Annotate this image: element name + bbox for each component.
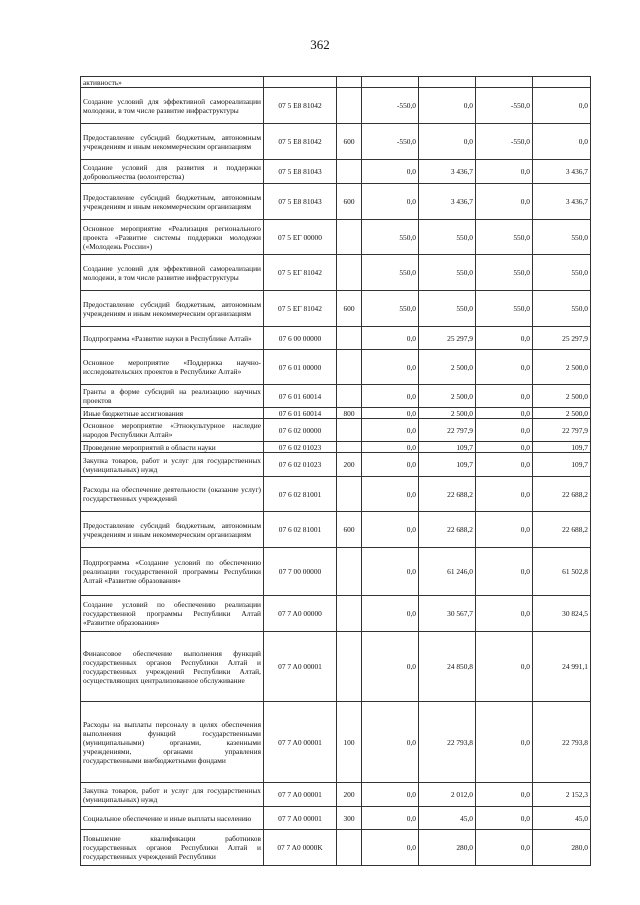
row-name: Создание условий для эффективной самореализации молодежи, в том числе развитие инфраструктуры <box>81 88 264 124</box>
table-row <box>81 385 591 408</box>
row-name: Расходы на выплаты персоналу в целях обеспечения выполнения функций государственными (муниципальными) органами, казенными учреждениями, органами управления государственными внебюджетными фондами <box>81 702 264 783</box>
row-code: 07 7 A0 00001 <box>264 807 337 830</box>
row-code: 07 5 EГ 81042 <box>264 255 337 291</box>
row-name: Предоставление субсидий бюджетным, автономным учреждениям и иным некоммерческим организациям <box>81 291 264 327</box>
table-row <box>81 419 591 442</box>
row-code: 07 7 A0 00001 <box>264 702 337 783</box>
budget-table-body <box>81 77 591 866</box>
row-value-2: 109,7 <box>419 453 476 477</box>
row-value-3: 0,0 <box>476 184 533 220</box>
row-value-2: 280,0 <box>419 830 476 866</box>
row-expense-type <box>337 385 362 408</box>
table-row <box>81 184 591 220</box>
row-value-3: 0,0 <box>476 385 533 408</box>
row-expense-type <box>337 350 362 385</box>
row-code: 07 5 E8 81042 <box>264 124 337 160</box>
row-code: 07 6 01 60014 <box>264 385 337 408</box>
table-row <box>81 596 591 632</box>
row-value-3: 0,0 <box>476 453 533 477</box>
table-row <box>81 807 591 830</box>
row-value-1: 550,0 <box>362 220 419 255</box>
row-name: Создание условий для развития и поддержки добровольчества (волонтерства) <box>81 160 264 184</box>
row-value-3: 0,0 <box>476 419 533 442</box>
row-value-1: 550,0 <box>362 291 419 327</box>
row-value-2: 22 797,9 <box>419 419 476 442</box>
row-value-2: 550,0 <box>419 255 476 291</box>
row-code: 07 5 E8 81043 <box>264 184 337 220</box>
row-value-4: 24 991,1 <box>533 632 591 702</box>
row-value-2: 22 793,8 <box>419 702 476 783</box>
row-value-2: 22 688,2 <box>419 512 476 548</box>
row-name: Расходы на обеспечение деятельности (оказание услуг) государственных учреждений <box>81 477 264 512</box>
row-expense-type: 300 <box>337 807 362 830</box>
row-value-3: 0,0 <box>476 408 533 419</box>
row-value-1: 0,0 <box>362 548 419 596</box>
row-name: Проведение мероприятий в области науки <box>81 442 264 453</box>
row-code: 07 5 E8 81042 <box>264 88 337 124</box>
row-name: Основное мероприятие «Реализация регионального проекта «Развитие системы поддержки молодежи («Молодежь России») <box>81 220 264 255</box>
row-expense-type <box>337 830 362 866</box>
row-value-2: 3 436,7 <box>419 160 476 184</box>
row-value-2: 45,0 <box>419 807 476 830</box>
row-value-3: 0,0 <box>476 442 533 453</box>
table-row <box>81 88 591 124</box>
row-code: 07 6 01 00000 <box>264 350 337 385</box>
table-row <box>81 783 591 807</box>
row-name: Предоставление субсидий бюджетным, автономным учреждениям и иным некоммерческим организациям <box>81 512 264 548</box>
row-name: Закупка товаров, работ и услуг для государственных (муниципальных) нужд <box>81 783 264 807</box>
row-value-2: 109,7 <box>419 442 476 453</box>
row-value-4: 45,0 <box>533 807 591 830</box>
budget-table <box>80 76 591 866</box>
row-code: 07 5 EГ 81042 <box>264 291 337 327</box>
row-code: 07 5 EГ 00000 <box>264 220 337 255</box>
row-value-4: 22 688,2 <box>533 477 591 512</box>
row-code: 07 6 01 60014 <box>264 408 337 419</box>
row-name: активность» <box>81 77 264 88</box>
row-name: Создание условий по обеспечению реализации государственной программы Республики Алтай «Развитие образования» <box>81 596 264 632</box>
row-value-4: 550,0 <box>533 220 591 255</box>
table-row <box>81 477 591 512</box>
row-value-3 <box>476 77 533 88</box>
row-value-3: 0,0 <box>476 596 533 632</box>
row-value-1: 0,0 <box>362 453 419 477</box>
row-code: 07 7 00 00000 <box>264 548 337 596</box>
row-value-4: 30 824,5 <box>533 596 591 632</box>
row-value-3: 0,0 <box>476 632 533 702</box>
row-name: Закупка товаров, работ и услуг для государственных (муниципальных) нужд <box>81 453 264 477</box>
row-value-4: 2 500,0 <box>533 408 591 419</box>
table-row <box>81 442 591 453</box>
row-value-3: -550,0 <box>476 124 533 160</box>
row-value-1: 0,0 <box>362 632 419 702</box>
row-value-1: 0,0 <box>362 327 419 350</box>
row-value-2: 0,0 <box>419 88 476 124</box>
row-value-4 <box>533 77 591 88</box>
row-value-1: 0,0 <box>362 702 419 783</box>
row-value-3: 550,0 <box>476 255 533 291</box>
row-value-2 <box>419 77 476 88</box>
row-expense-type <box>337 477 362 512</box>
table-row <box>81 291 591 327</box>
row-value-1: -550,0 <box>362 88 419 124</box>
row-name: Основное мероприятие «Этнокультурное наследие народов Республики Алтай» <box>81 419 264 442</box>
row-code: 07 6 02 01023 <box>264 453 337 477</box>
row-name: Подпрограмма «Создание условий по обеспечению реализации государственной программы Республики Алтай «Развитие образования» <box>81 548 264 596</box>
row-value-4: 22 793,8 <box>533 702 591 783</box>
row-expense-type <box>337 77 362 88</box>
row-value-3: 0,0 <box>476 783 533 807</box>
row-name: Предоставление субсидий бюджетным, автономным учреждениям и иным некоммерческим организациям <box>81 124 264 160</box>
row-name: Финансовое обеспечение выполнения функций государственных органов Республики Алтай и государственных учреждений Республики Алтай, осуществляющих централизованное обслуживание <box>81 632 264 702</box>
row-value-2: 550,0 <box>419 220 476 255</box>
row-value-4: 550,0 <box>533 291 591 327</box>
row-value-1: 0,0 <box>362 350 419 385</box>
row-code: 07 6 00 00000 <box>264 327 337 350</box>
row-value-1: 0,0 <box>362 442 419 453</box>
row-expense-type: 600 <box>337 124 362 160</box>
table-row <box>81 632 591 702</box>
row-expense-type: 100 <box>337 702 362 783</box>
row-value-4: 25 297,9 <box>533 327 591 350</box>
row-value-1: 0,0 <box>362 783 419 807</box>
row-value-3: 0,0 <box>476 548 533 596</box>
row-expense-type: 800 <box>337 408 362 419</box>
row-name: Повышение квалификации работников государственных органов Республики Алтай и государственных учреждений Республики <box>81 830 264 866</box>
table-row <box>81 350 591 385</box>
row-code <box>264 77 337 88</box>
row-expense-type <box>337 88 362 124</box>
row-name: Подпрограмма «Развитие науки в Республике Алтай» <box>81 327 264 350</box>
row-name: Создание условий для эффективной самореализации молодежи, в том числе развитие инфраструктуры <box>81 255 264 291</box>
row-code: 07 7 A0 00001 <box>264 783 337 807</box>
row-value-3: 0,0 <box>476 350 533 385</box>
row-value-3: 0,0 <box>476 477 533 512</box>
row-expense-type <box>337 632 362 702</box>
row-value-2: 61 246,0 <box>419 548 476 596</box>
table-row <box>81 160 591 184</box>
row-value-3: 0,0 <box>476 512 533 548</box>
table-row <box>81 124 591 160</box>
row-expense-type <box>337 419 362 442</box>
row-expense-type: 200 <box>337 783 362 807</box>
table-row <box>81 220 591 255</box>
row-value-1: 550,0 <box>362 255 419 291</box>
row-expense-type <box>337 548 362 596</box>
row-value-2: 2 500,0 <box>419 350 476 385</box>
row-value-4: 22 797,9 <box>533 419 591 442</box>
row-expense-type <box>337 327 362 350</box>
row-expense-type: 600 <box>337 184 362 220</box>
row-expense-type: 200 <box>337 453 362 477</box>
row-code: 07 6 02 00000 <box>264 419 337 442</box>
row-expense-type: 600 <box>337 512 362 548</box>
row-value-1: 0,0 <box>362 596 419 632</box>
row-name: Предоставление субсидий бюджетным, автономным учреждениям и иным некоммерческим организациям <box>81 184 264 220</box>
row-value-4: 2 500,0 <box>533 385 591 408</box>
row-value-2: 2 500,0 <box>419 408 476 419</box>
row-value-1: 0,0 <box>362 160 419 184</box>
table-row <box>81 453 591 477</box>
table-row <box>81 702 591 783</box>
row-value-1: 0,0 <box>362 184 419 220</box>
row-value-4: 2 500,0 <box>533 350 591 385</box>
row-value-4: 0,0 <box>533 88 591 124</box>
row-value-2: 25 297,9 <box>419 327 476 350</box>
row-value-2: 0,0 <box>419 124 476 160</box>
row-code: 07 6 02 81001 <box>264 477 337 512</box>
table-row <box>81 77 591 88</box>
row-value-1: 0,0 <box>362 419 419 442</box>
row-name: Основное мероприятие «Поддержка научно-исследовательских проектов в Республике Алтай» <box>81 350 264 385</box>
row-value-4: 3 436,7 <box>533 160 591 184</box>
row-value-4: 550,0 <box>533 255 591 291</box>
row-value-4: 3 436,7 <box>533 184 591 220</box>
row-expense-type <box>337 442 362 453</box>
row-value-3: 0,0 <box>476 327 533 350</box>
row-code: 07 5 E8 81043 <box>264 160 337 184</box>
row-value-2: 3 436,7 <box>419 184 476 220</box>
row-name: Социальное обеспечение и иные выплаты населению <box>81 807 264 830</box>
row-value-2: 30 567,7 <box>419 596 476 632</box>
table-row <box>81 408 591 419</box>
row-name: Иные бюджетные ассигнования <box>81 408 264 419</box>
row-expense-type <box>337 220 362 255</box>
row-value-1: -550,0 <box>362 124 419 160</box>
row-expense-type <box>337 596 362 632</box>
row-value-2: 2 012,0 <box>419 783 476 807</box>
row-value-2: 550,0 <box>419 291 476 327</box>
row-value-1: 0,0 <box>362 408 419 419</box>
row-value-1: 0,0 <box>362 807 419 830</box>
row-value-1: 0,0 <box>362 512 419 548</box>
row-value-1: 0,0 <box>362 477 419 512</box>
row-value-4: 22 688,2 <box>533 512 591 548</box>
row-value-4: 2 152,3 <box>533 783 591 807</box>
row-value-2: 22 688,2 <box>419 477 476 512</box>
row-value-3: 550,0 <box>476 220 533 255</box>
table-row <box>81 548 591 596</box>
row-value-4: 280,0 <box>533 830 591 866</box>
row-code: 07 7 A0 00001 <box>264 632 337 702</box>
row-expense-type <box>337 255 362 291</box>
row-code: 07 6 02 81001 <box>264 512 337 548</box>
row-value-3: -550,0 <box>476 88 533 124</box>
row-value-1: 0,0 <box>362 385 419 408</box>
row-value-3: 0,0 <box>476 702 533 783</box>
row-value-2: 24 850,8 <box>419 632 476 702</box>
row-value-3: 0,0 <box>476 160 533 184</box>
table-row <box>81 512 591 548</box>
table-row <box>81 255 591 291</box>
page-number: 362 <box>310 37 330 52</box>
row-value-4: 109,7 <box>533 442 591 453</box>
row-code: 07 7 A0 00000 <box>264 596 337 632</box>
row-value-1 <box>362 77 419 88</box>
row-value-3: 0,0 <box>476 830 533 866</box>
row-value-4: 0,0 <box>533 124 591 160</box>
row-value-3: 550,0 <box>476 291 533 327</box>
row-expense-type <box>337 160 362 184</box>
row-expense-type: 600 <box>337 291 362 327</box>
row-name: Гранты в форме субсидий на реализацию научных проектов <box>81 385 264 408</box>
row-value-4: 109,7 <box>533 453 591 477</box>
row-value-2: 2 500,0 <box>419 385 476 408</box>
row-value-4: 61 502,8 <box>533 548 591 596</box>
table-row <box>81 830 591 866</box>
row-code: 07 7 A0 0000K <box>264 830 337 866</box>
row-value-1: 0,0 <box>362 830 419 866</box>
row-code: 07 6 02 01023 <box>264 442 337 453</box>
table-row <box>81 327 591 350</box>
row-value-3: 0,0 <box>476 807 533 830</box>
